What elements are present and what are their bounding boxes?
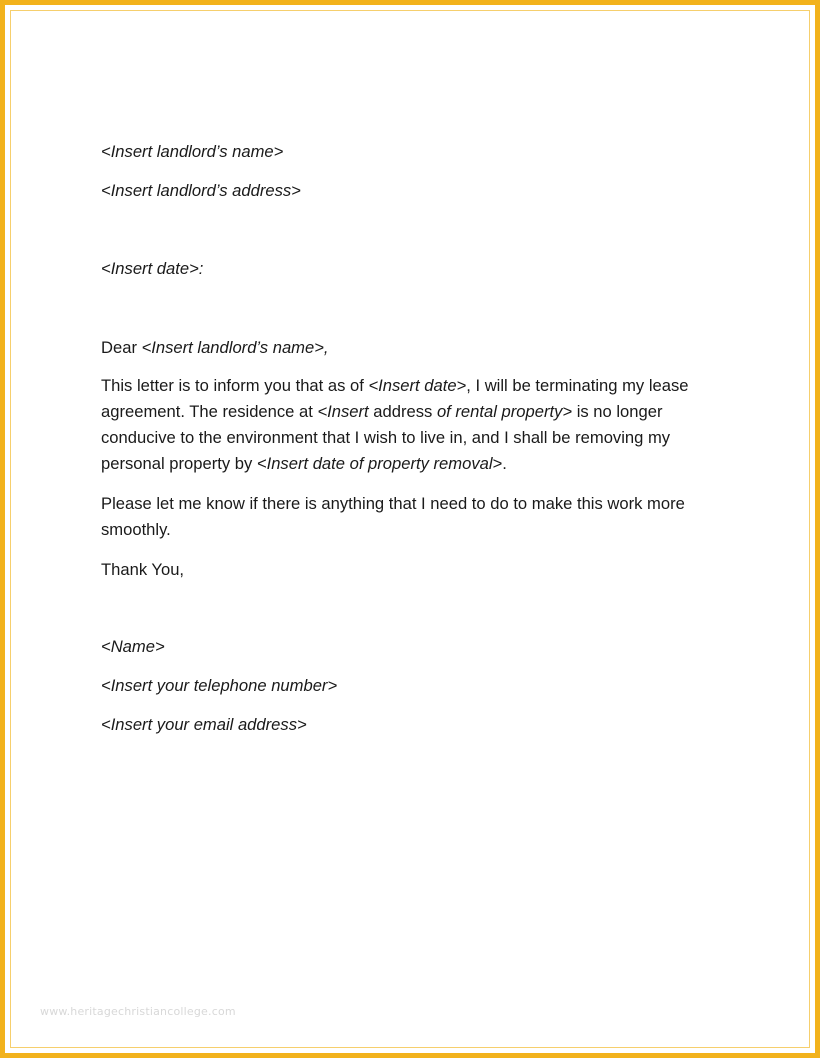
body-paragraph-2: Please let me know if there is anything that I need to do to make this work more smoothly.: [101, 494, 685, 539]
salutation: [101, 335, 329, 361]
closing: Thank You,: [101, 560, 185, 579]
p1-insert-date: <Insert date>: [368, 376, 467, 395]
p1-text-end: >.: [492, 454, 507, 473]
landlord-name-placeholder: <Insert landlord’s name>: [101, 142, 284, 161]
salutation-name: <Insert landlord’s name>,: [141, 338, 329, 357]
p1-text-1: This letter is to inform you that as of: [101, 376, 369, 395]
p1-text-2: , I will be terminating my lease agreement. The residence at: [101, 376, 689, 421]
date-placeholder: <Insert date>:: [101, 259, 204, 278]
p1-text-3: is no longer conducive to the environment that I wish to live in, and I shall be removing my personal property by: [101, 402, 671, 473]
landlord-address-placeholder: <Insert landlord’s address>: [101, 181, 301, 200]
p1-removal-date: <Insert date of property removal: [256, 454, 493, 473]
p1-text-address: address: [368, 402, 437, 421]
p1-rental-property: of rental property>: [436, 402, 573, 421]
watermark-text: www.heritagechristiancollege.com: [40, 1005, 236, 1018]
signature-name: <Name>: [101, 637, 165, 656]
body-paragraph-1: [101, 373, 721, 477]
signature-email: <Insert your email address>: [101, 715, 307, 734]
salutation-dear: Dear: [101, 338, 142, 357]
signature-telephone: <Insert your telephone number>: [101, 676, 338, 695]
p1-insert-open: <Insert: [317, 402, 369, 421]
